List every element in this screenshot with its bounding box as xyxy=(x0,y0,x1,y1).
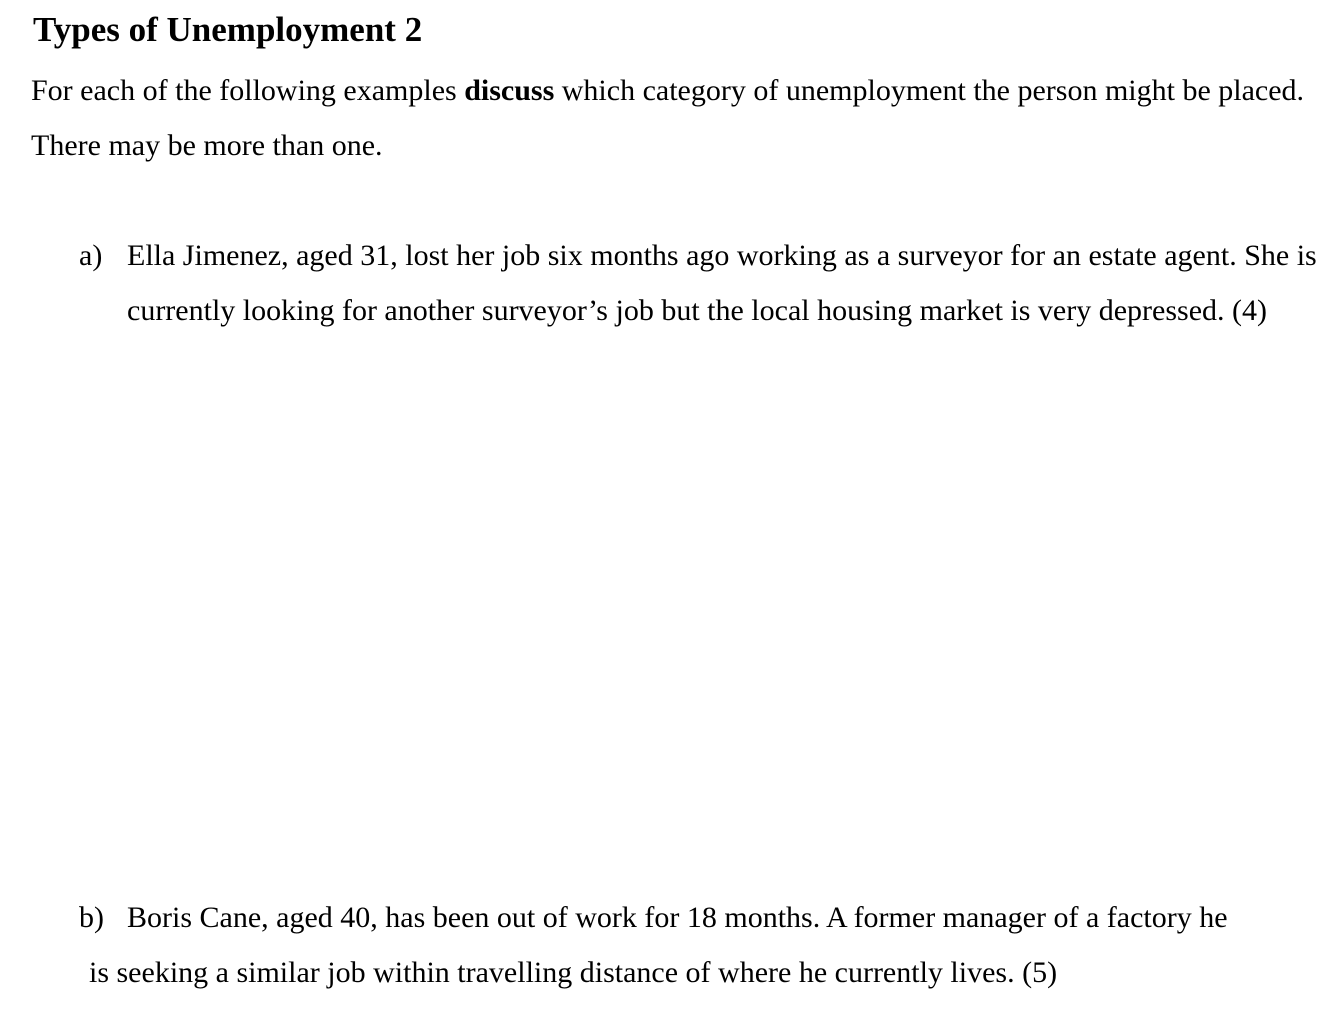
instructions-text-start: For each of the following examples xyxy=(31,74,465,107)
question-a-marker: a) xyxy=(79,239,103,272)
instructions-keyword: discuss xyxy=(464,74,555,107)
question-b-marker: b) xyxy=(79,901,104,934)
question-b-text-line1: Boris Cane, aged 40, has been out of work for 18 months. A former manager of a factory he xyxy=(127,901,1228,934)
question-b-text-line2: is seeking a similar job within travelling distance of where he currently lives. (5) xyxy=(89,956,1058,989)
question-a-text: Ella Jimenez, aged 31, lost her job six months ago working as a surveyor for an estate agent. She is currently looking for another surveyor’s job but the local housing market is very depressed. (4) xyxy=(127,239,1317,327)
instructions-text-end: which category of unemployment the person might be placed. There may be more than one. xyxy=(31,74,1305,162)
page-title: Types of Unemployment 2 xyxy=(33,10,423,49)
instructions xyxy=(31,63,1321,173)
